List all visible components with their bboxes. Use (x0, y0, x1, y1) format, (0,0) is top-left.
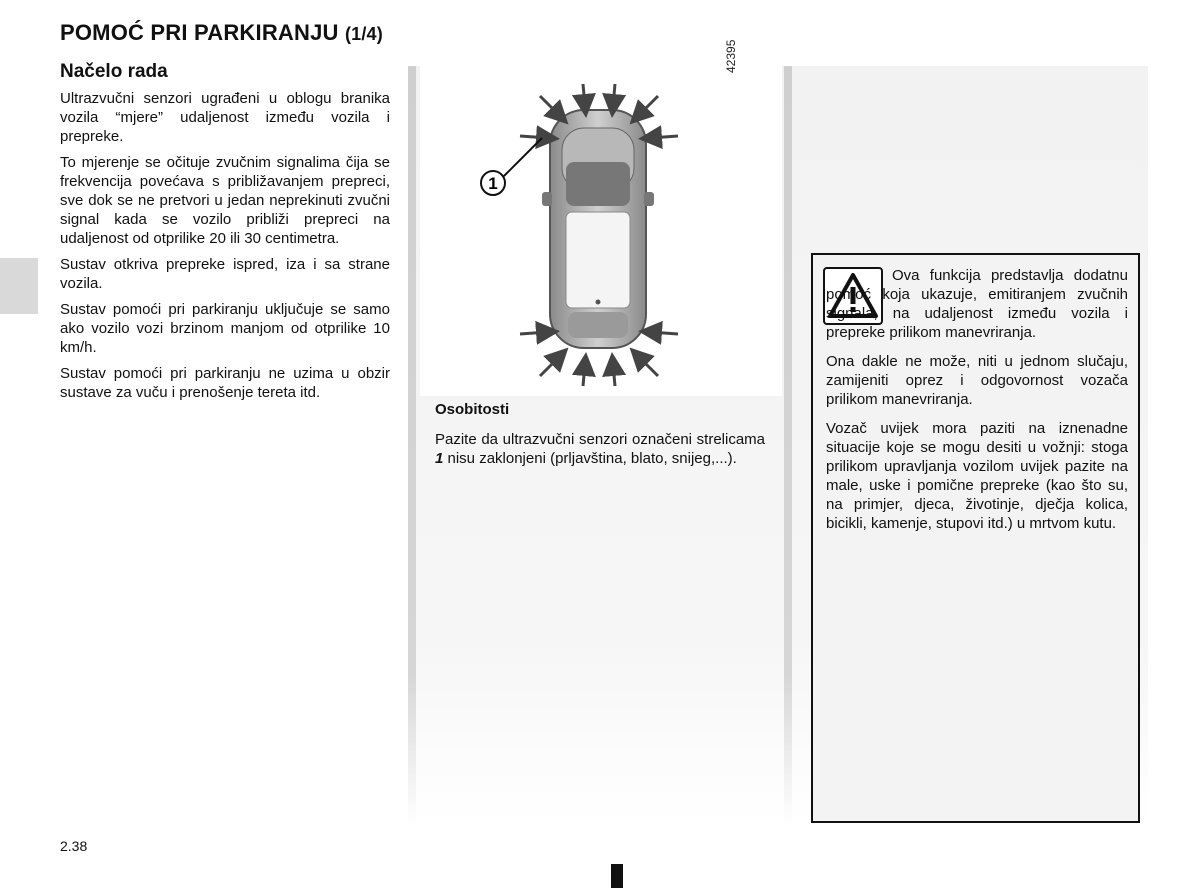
page-title (60, 20, 383, 46)
body-paragraph: Sustav pomoći pri parkiranju uključuje se samo ako vozilo vozi brzinom manjom od otprilike 10 km/h. (60, 301, 390, 356)
particularities-section (435, 400, 765, 468)
car-top-view-illustration (420, 66, 782, 396)
page-number: 2.38 (60, 838, 88, 854)
column-divider-left (408, 66, 416, 826)
warning-box (811, 253, 1140, 823)
callout-leader (504, 138, 542, 176)
page-marker (611, 864, 623, 888)
page-part-indicator: (1/4) (344, 24, 383, 44)
car-body (542, 110, 654, 348)
body-paragraph: Ultrazvučni senzori ugrađeni u oblogu branika vozila “mjere” udaljenost između vozila i prepreke. (60, 90, 390, 145)
body-paragraph: Sustav otkriva prepreke ispred, iza i sa strane vozila. (60, 256, 390, 292)
section-heading: Načelo rada (60, 61, 168, 82)
text-after-ref: nisu zaklonjeni (prljavština, blato, snijeg,...). (443, 450, 737, 467)
section-heading: Osobitosti (435, 401, 510, 418)
callout-number: 1 (488, 174, 498, 193)
text-before-ref: Pazite da ultrazvučni senzori označeni strelicama (435, 431, 765, 448)
column-divider-right (784, 66, 792, 826)
figure-code: 42395 (724, 39, 738, 73)
page-title-text: POMOĆ PRI PARKIRANJU (60, 20, 339, 45)
chapter-tab (0, 258, 38, 314)
warning-text (826, 266, 1128, 543)
warning-paragraph: Ova funkcija predstavlja dodatnu pomoć koja ukazuje, emitiranjem zvučnih signala, na udaljenost između vozila i prepreke prilikom manevriranja. (826, 267, 1128, 341)
body-paragraph (435, 430, 765, 468)
body-paragraph: Sustav pomoći pri parkiranju ne uzima u obzir sustave za vuču i prenošenje tereta itd. (60, 365, 390, 401)
principle-section (60, 62, 390, 409)
reference-number: 1 (435, 450, 444, 467)
warning-paragraph: Vozač uvijek mora paziti na iznenadne situacije koje se mogu desiti u vožnji: stoga prilikom upravljanja vozilom uvijek pazite na male, uske i pomične prepreke (kao što su, na primjer, djeca, životinje, dječja kolica, bicikli, kamenje, stupovi itd.) u mrtvom kutu. (826, 420, 1128, 532)
warning-paragraph: Ona dakle ne može, niti u jednom slučaju, zamijeniti oprez i odgovornost vozača prilikom manevriranja. (826, 353, 1128, 408)
body-paragraph: To mjerenje se očituje zvučnim signalima čija se frekvencija povećava s približavanjem prepreci, sve dok se ne pretvori u jedan neprekinuti zvučni signal kada se vozilo približi prepreci na udaljenost od otprilike 20 ili 30 centimetra. (60, 154, 390, 247)
sensor-diagram (420, 66, 782, 396)
